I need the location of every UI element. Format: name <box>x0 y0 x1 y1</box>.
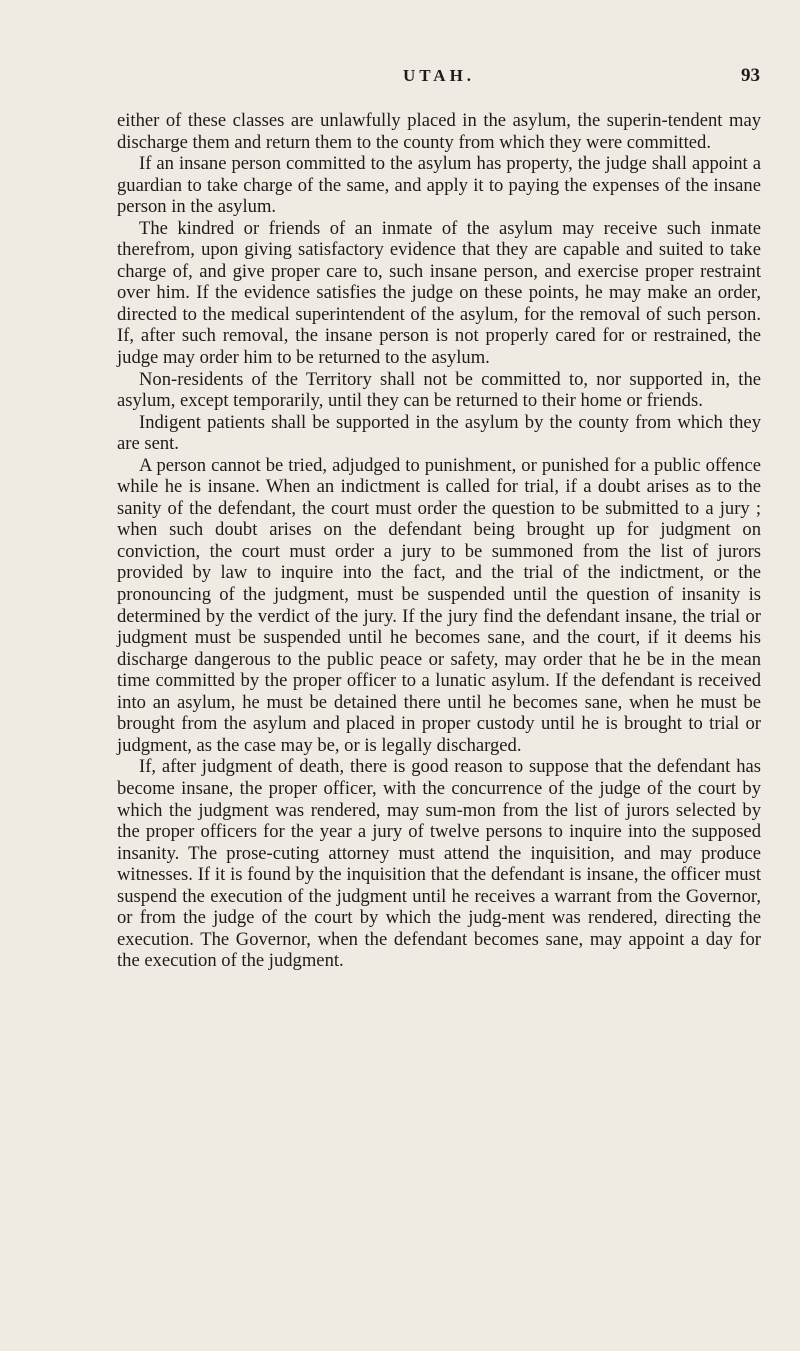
paragraph-insanity-trial: A person cannot be tried, adjudged to punishment, or punished for a public offence while he is insane. When an indictment is called for trial, if a doubt arises as to the sanity of the defendant, the court must order the question to be submitted to a jury ; when such doubt arises on the defendant being brought up for judgment on conviction, the court must order a jury to be summoned from the list of jurors provided by law to inquire into the fact, and the trial of the indictment, or the pronouncing of the judgment, must be suspended until the question of insanity is determined by the verdict of the jury. If the jury find the defendant insane, the trial or judgment must be suspended until he becomes sane, and the court, if it deems his discharge dangerous to the public peace or safety, may order that he be in the mean time committed by the proper officer to a lunatic asylum. If the defendant is received into an asylum, he must be detained there until he becomes sane, when he must be brought from the asylum and placed in proper custody until he is brought to trial or judgment, as the case may be, or is legally discharged. <box>117 454 761 756</box>
paragraph-insanity-after-judgment: If, after judgment of death, there is good reason to suppose that the defendant has become insane, the proper officer, with the concurrence of the judge of the court by which the judgment was rendered, may sum-mon from the list of jurors selected by the proper officers for the year a jury of twelve persons to inquire into the supposed insanity. The prose-cuting attorney must attend the inquisition, and may produce witnesses. If it is found by the inquisition that the defendant is insane, the officer must suspend the execution of the judgment until he receives a warrant from the Governor, or from the judge of the court by which the judg-ment was rendered, directing the execution. The Governor, when the defendant becomes sane, may appoint a day for the execution of the judgment. <box>117 756 761 972</box>
running-title: UTAH. <box>402 66 476 85</box>
paragraph-guardian-property: If an insane person committed to the asylum has property, the judge shall appoint a guardian to take charge of the same, and apply it to paying the expenses of the insane person in the asylum. <box>117 153 761 218</box>
running-head <box>118 62 760 90</box>
paragraph-continuation: either of these classes are unlawfully placed in the asylum, the superin-tendent may discharge them and return them to the county from which they were committed. <box>117 110 761 153</box>
paragraph-kindred-removal: The kindred or friends of an inmate of the asylum may receive such inmate therefrom, upon giving satisfactory evidence that they are capable and suited to take charge of, and give proper care to, such insane person, and exercise proper restraint over him. If the evidence satisfies the judge on these points, he may make an order, directed to the medical superintendent of the asylum, for the removal of such person. If, after such removal, the insane person is not properly cared for or restrained, the judge may order him to be returned to the asylum. <box>117 217 761 369</box>
paragraph-indigent-patients: Indigent patients shall be supported in the asylum by the county from which they are sent. <box>117 411 761 455</box>
page-number: 93 <box>741 65 760 86</box>
paragraph-non-residents: Non-residents of the Territory shall not be committed to, nor supported in, the asylum, except temporarily, until they can be returned to their home or friends. <box>117 368 761 412</box>
body-text <box>117 110 761 972</box>
